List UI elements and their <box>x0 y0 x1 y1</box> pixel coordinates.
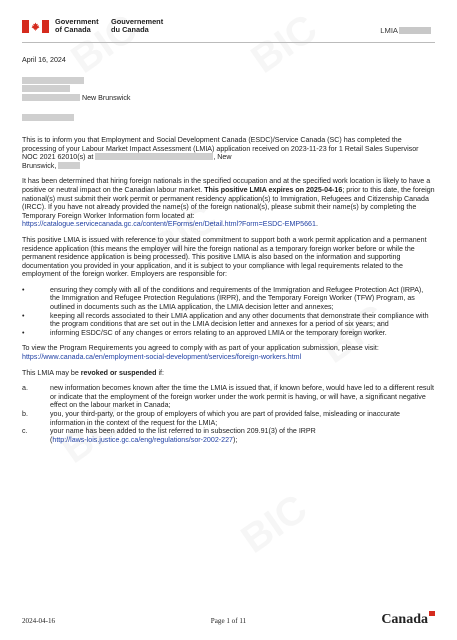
letter-date: April 16, 2024 <box>22 56 66 64</box>
recipient-address: New Brunswick <box>22 77 435 103</box>
redacted-block <box>22 85 70 92</box>
list-item: b. you, your third-party, or the group of employers of which you are part of provided false, misleading or inaccurate information in the context of the request for the LMIA; <box>22 410 401 427</box>
redacted-block <box>22 94 80 101</box>
employer-responsibilities-list <box>22 286 435 338</box>
wordmark-flag-icon <box>429 611 435 616</box>
redacted-block <box>58 162 80 169</box>
footer-date: 2024-04-16 <box>22 617 56 625</box>
list-item: c. your name has been added to the list referred to in subsection 209.91(3) of the IRPR (http://laws-lois.justice.gc.ca/eng/regulations/sor-2002-227); <box>22 427 316 444</box>
government-name-english: Government of Canada <box>55 17 99 35</box>
paragraph-intro: This is to inform you that Employment and Social Development Canada (ESDC)/Service Canada (SC) has completed the processing of your Labour Market Impact Assessment (LMIA) application received on 2023-11-23 for 1 Retail Sales Supervisor NOC 2021 62010(s) at , New Brunswick, <box>22 135 419 170</box>
redacted-block <box>22 77 84 84</box>
revocation-conditions-list <box>22 384 435 444</box>
irpr-regulations-link[interactable]: http://laws-lois.justice.gc.ca/eng/regulations/sor-2002-227 <box>52 435 233 444</box>
foreign-workers-link[interactable]: https://www.canada.ca/en/employment-social-development/services/foreign-workers.html <box>22 353 302 362</box>
canada-wordmark: Canada <box>381 611 435 628</box>
list-item: a. new information becomes known after the time the LMIA is issued that, if known before, would have led to a different result or indicate that the employment of the foreign worker under the work permit is having, or will have, a significant negative effect on the labour market in Canada; <box>22 384 434 410</box>
redacted-block <box>22 114 74 121</box>
canada-flag-icon <box>22 20 49 33</box>
page-number: Page 1 of 11 <box>210 617 247 625</box>
list-item: • keeping all records associated to their LMIA application and any other documents that demonstrate their compliance with the program conditions that are set out in the LMIA decision letter and annexes for a period of six years; and <box>22 311 429 329</box>
letterhead <box>22 10 435 40</box>
watermark <box>244 501 305 548</box>
tfw-information-form-link[interactable]: https://catalogue.servicecanada.gc.ca/content/EForms/en/Detail.html?Form=ESDC-EMP5661 <box>22 220 316 229</box>
list-item: • informing ESDC/SC of any changes or errors relating to an approved LMIA or the temporary foreign worker. <box>22 328 387 337</box>
page-footer <box>22 614 435 630</box>
government-name-french: Gouvernement du Canada <box>111 17 164 35</box>
lmia-reference: LMIA <box>380 27 431 36</box>
list-item: • ensuring they comply with all of the conditions and requirements of the Immigration and Refugee Protection Act (IRPA), the Immigration and Refugee Protection Regulations (IRPR), and the Temporary Foreign Worker (TFW) Program, as outlined in documents such as the LMIA application, the LMIA decision letter and annexes; <box>22 285 424 312</box>
redacted-block <box>399 27 431 34</box>
paragraph-program-requirements: To view the Program Requirements you agreed to comply with as part of your application submission, please visit: https://www.canada.ca/en/employment-social-development/services/foreign-workers.html <box>22 344 379 362</box>
redacted-block <box>95 153 213 160</box>
paragraph-revocation: This LMIA may be revoked or suspended if: <box>22 368 164 377</box>
paragraph-determination: It has been determined that hiring foreign nationals in the specified occupation and at the specified work location is likely to have a positive or neutral impact on the Canadian labour market. This positive LMIA expires on 2025-04-16; prior to this date, the foreign national(s) must submit their work permit or permanent residency application(s) to Immigration, Refugees and Citizenship Canada (IRCC). If you have not already provided the name(s) of the foreign national(s), please submit their name(s) by completing the Temporary Foreign Worker Information form located at: https://catalogue.servicecanada.gc.ca/content/EForms/en/Detail.html?Form=ESDC-EMP5661. <box>22 177 435 229</box>
paragraph-conditions: This positive LMIA is issued with reference to your stated commitment to support both a work permit application and a permanent residence application (this means the employer will hire the foreign national as a temporary foreign worker before or while the permanent residence application is being processed). This positive LMIA is also based on the information and supporting documentation you provided in your application, and it is subject to your compliance with legal requirements related to the employment of the foreign worker. Employers are responsible for: <box>22 235 427 279</box>
header-divider <box>22 42 435 43</box>
